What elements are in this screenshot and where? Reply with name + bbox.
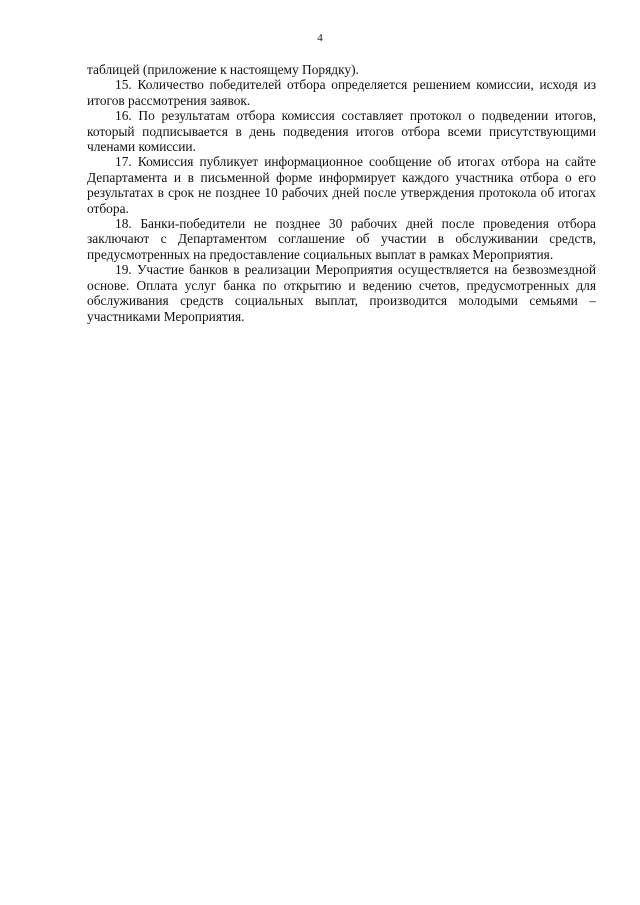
page-number: 4 <box>317 32 323 44</box>
paragraph-15: 15. Количество победителей отбора определяется решением комиссии, исходя из итогов рассмотрения заявок. <box>87 77 596 108</box>
paragraph-16: 16. По результатам отбора комиссия составляет протокол о подведении итогов, который подписывается в день подведения итогов отбора всеми присутствующими членами комиссии. <box>87 108 596 155</box>
paragraph-continuation: таблицей (приложение к настоящему Порядку). <box>87 62 359 77</box>
paragraph-17: 17. Комиссия публикует информационное сообщение об итогах отбора на сайте Департамента и в письменной форме информирует каждого участника отбора о его результатах в срок не позднее 10 рабочих дней после утверждения протокола об итогах отбора. <box>87 154 596 216</box>
paragraph-19: 19. Участие банков в реализации Мероприятия осуществляется на безвозмездной основе. Оплата услуг банка по открытию и ведению счетов, предусмотренных для обслуживания средств социальных выплат, производится молодыми семьями – участниками Мероприятия. <box>87 262 596 324</box>
document-body <box>87 62 596 324</box>
paragraph-18: 18. Банки-победители не позднее 30 рабочих дней после проведения отбора заключают с Департаментом соглашение об участии в обслуживании средств, предусмотренных на предоставление социальных выплат в рамках Мероприятия. <box>87 216 596 262</box>
